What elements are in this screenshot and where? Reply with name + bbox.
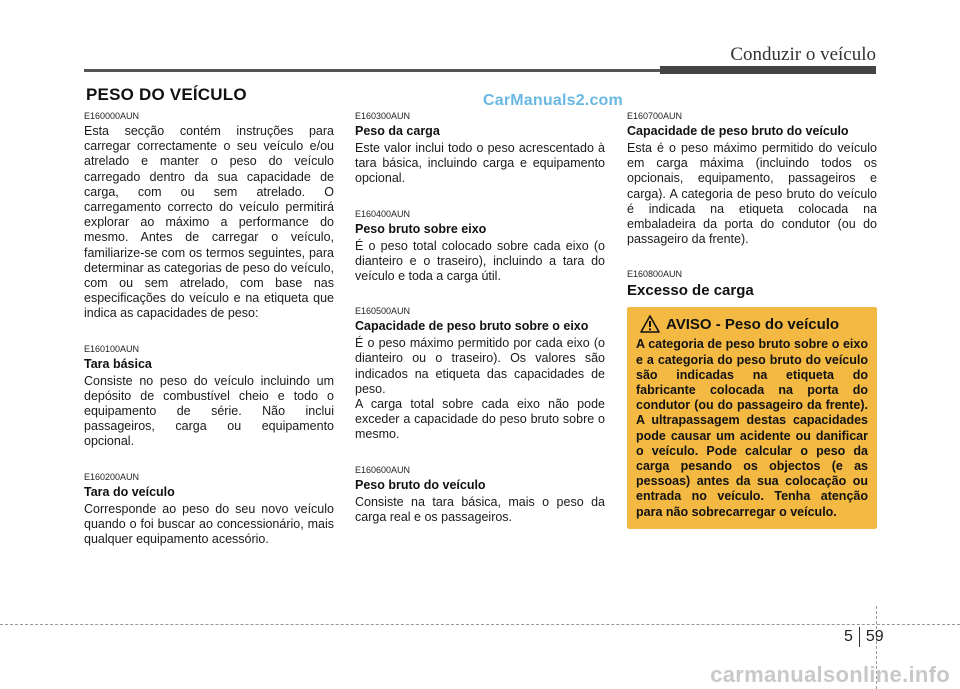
footer-rule (0, 624, 960, 625)
warning-triangle-icon (640, 315, 660, 333)
tara-basica-text: Consiste no peso do veículo incluindo um depósito de combustível cheio e todo o equipamento de série. Não inclui passageiros, carga ou equipamento opcional. (84, 373, 334, 449)
warning-title: AVISO - Peso do veículo (666, 315, 840, 333)
section-code: E160600AUN (355, 464, 411, 475)
subheading-capacidade-eixo: Capacidade de peso bruto sobre o eixo (355, 319, 589, 334)
section-code: E160700AUN (627, 111, 683, 121)
chapter-number: 5 (844, 628, 853, 645)
page-number-divider (859, 627, 860, 647)
capacidade-eixo-text: É o peso máximo permitido por cada eixo (o dianteiro ou o traseiro). Os valores são indicados na etiqueta das capacidades de peso. (355, 336, 605, 396)
header-rule-accent (660, 66, 876, 74)
tara-veiculo-text: Corresponde ao peso do seu novo veículo quando o foi buscar ao concessionário, mais qualquer equipamento acessório. (84, 501, 334, 547)
watermark-bottom[interactable]: carmanualsonline.info (710, 662, 950, 687)
page-number (844, 627, 884, 647)
peso-eixo-text: É o peso total colocado sobre cada eixo (o dianteiro e o traseiro), incluindo a tara do veículo e toda a carga útil. (355, 238, 605, 284)
page-title: PESO DO VEÍCULO (86, 85, 247, 104)
capacidade-eixo-text-2: A carga total sobre cada eixo não pode exceder a capacidade do peso bruto sobre o mesmo. (355, 397, 605, 442)
subheading-tara-veiculo: Tara do veículo (84, 484, 175, 499)
subheading-peso-eixo: Peso bruto sobre eixo (355, 221, 487, 236)
page-number-value: 59 (865, 628, 884, 645)
subheading-tara-basica: Tara básica (84, 356, 152, 371)
capacidade-veiculo-text: Esta é o peso máximo permitido do veículo em carga máxima (incluindo todos os opcionais, equipamento, passageiros e carga). A categoria de peso bruto do veículo é indicada na etiqueta colocada na embaladeira da porta do condutor (ou do passageiro da frente). (627, 141, 877, 247)
section-code: E160500AUN (355, 306, 411, 317)
peso-bruto-text: Consiste na tara básica, mais o peso da carga real e os passageiros. (355, 494, 605, 524)
column-2 (355, 111, 605, 525)
section-code: E160000AUN (84, 111, 140, 121)
watermark-top[interactable]: CarManuals2.com (483, 92, 623, 109)
section-code: E160200AUN (84, 471, 140, 482)
section-title: Conduzir o veículo (730, 44, 876, 65)
column-1 (84, 111, 334, 547)
section-code: E160800AUN (627, 269, 683, 280)
column-3 (627, 111, 877, 529)
intro-text: Esta secção contém instruções para carregar correctamente o seu veículo e/ou atrelado e manter o peso do veículo carregado dentro da sua capacidade de carga, com ou sem atrelado. O carregamento correcto do veículo permitirá explorar ao máximo a performance do mesmo. Antes de carregar o veículo, familiarize-se com os termos seguintes, para determinar as categorias de peso do veículo, com ou sem atrelado, com base nas especificações do veículo e na etiqueta que indica as capacidades de peso: (84, 124, 334, 321)
subheading-capacidade-veiculo: Capacidade de peso bruto do veículo (627, 124, 849, 138)
section-code: E160400AUN (355, 208, 411, 219)
subheading-peso-carga: Peso da carga (355, 124, 440, 138)
peso-carga-text: Este valor inclui todo o peso acrescentado à tara básica, incluindo carga e equipamento opcional. (355, 141, 605, 186)
section-code: E160300AUN (355, 111, 411, 121)
subheading-peso-bruto: Peso bruto do veículo (355, 477, 486, 492)
subheading-excesso-carga: Excesso de carga (627, 282, 754, 300)
section-code: E160100AUN (84, 343, 140, 354)
warning-text: A categoria de peso bruto sobre o eixo e a categoria do peso bruto do veículo são indicadas na etiqueta do fabricante colocada na porta do condutor (ou do passageiro da frente). A ultrapassagem destas capacidades pode causar um acidente ou danificar o veículo. Pode calcular o peso da carga pesando os objectos (e as pessoas) antes da sua colocação ou entrada no veículo. Tenha atenção para não sobrecarregar o veículo. (636, 337, 868, 519)
warning-box (627, 307, 877, 528)
warning-header (636, 315, 868, 333)
header-rule (84, 69, 660, 72)
